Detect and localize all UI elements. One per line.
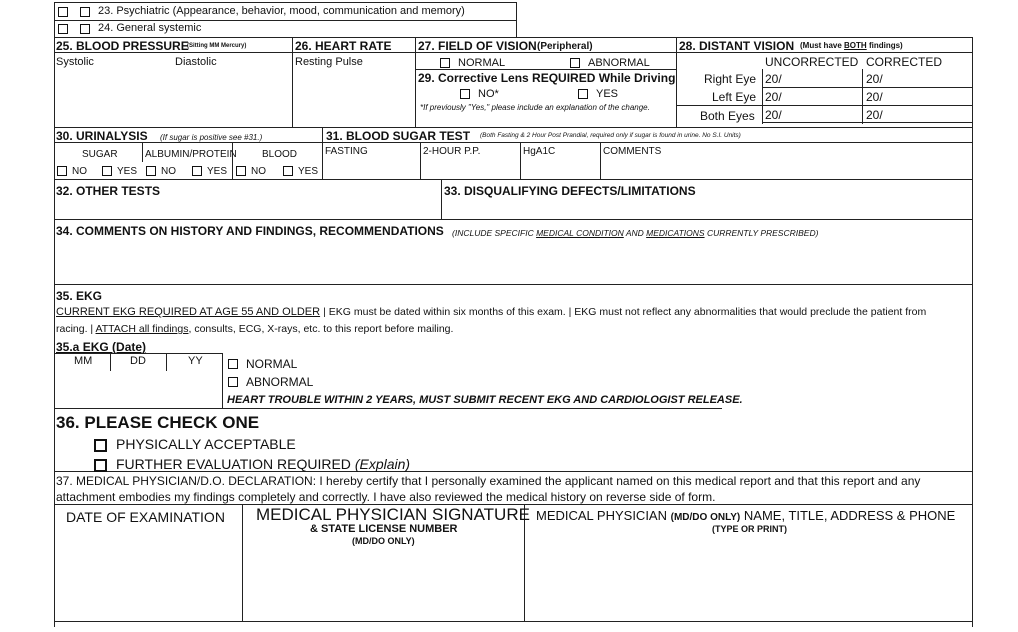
dv-left-uncorrected[interactable]: 20/ (765, 90, 782, 104)
ekg-normal-label: NORMAL (246, 357, 298, 371)
bst-fasting-label: FASTING (325, 146, 368, 157)
hr-title: 26. HEART RATE (295, 39, 392, 53)
further-evaluation-checkbox[interactable] (94, 459, 107, 472)
type-or-print-label: (TYPE OR PRINT) (712, 524, 788, 534)
ekg-yy-label: YY (188, 355, 203, 367)
albumin-yes-checkbox[interactable] (192, 166, 202, 176)
dv-corrected-header: CORRECTED (866, 55, 943, 69)
dv-both-uncorrected[interactable]: 20/ (765, 108, 782, 122)
blood-sugar-subtitle: (Both Fasting & 2 Hour Post Prandial, required only if sugar is found in urine. No S.I. Units) (480, 132, 741, 139)
fov-normal-label: NORMAL (458, 57, 506, 69)
urinalysis-title: 30. URINALYSIS (56, 129, 148, 143)
fov-subtitle: (Peripheral) (537, 41, 593, 52)
item24-checkbox-b[interactable] (80, 24, 90, 34)
blood-no-label: NO (251, 166, 266, 177)
physically-acceptable-checkbox[interactable] (94, 439, 107, 452)
bst-comments-label: COMMENTS (603, 146, 662, 157)
declaration-line1: 37. MEDICAL PHYSICIAN/D.O. DECLARATION: I hereby certify that I personally examined the applicant named on this medical report and that this report and any (56, 474, 921, 488)
item23-label: 23. Psychiatric (Appearance, behavior, mood, communication and memory) (98, 5, 465, 17)
license-label: & STATE LICENSE NUMBER (310, 523, 458, 535)
lens-note: *If previously "Yes," please include an explanation of the change. (420, 103, 650, 112)
dv-right-eye-label: Right Eye (704, 72, 757, 86)
urinalysis-sugar-label: SUGAR (82, 149, 118, 160)
disqualifying-title: 33. DISQUALIFYING DEFECTS/LIMITATIONS (444, 184, 696, 198)
signature-label: MEDICAL PHYSICIAN SIGNATURE (256, 505, 530, 524)
item24-label: 24. General systemic (98, 22, 202, 34)
bst-2hour-label: 2-HOUR P.P. (423, 146, 481, 157)
sugar-yes-label: YES (117, 166, 138, 177)
declaration-line2: attachment embodies my findings completely and correctly. I have also reviewed the medical history on reverse side of form. (56, 490, 716, 504)
albumin-yes-label: YES (207, 166, 228, 177)
physician-info-field[interactable] (528, 536, 968, 618)
item23-checkbox-a[interactable] (58, 7, 68, 17)
ekg-date-title: 35.a EKG (Date) (56, 340, 147, 354)
ekg-mm-label: MM (74, 355, 93, 367)
fov-abnormal-checkbox[interactable] (570, 58, 580, 68)
check-one-title: 36. PLEASE CHECK ONE (56, 413, 260, 432)
fov-abnormal-label: ABNORMAL (588, 57, 650, 69)
blood-yes-label: YES (298, 166, 319, 177)
item24-checkbox-a[interactable] (58, 24, 68, 34)
ekg-abnormal-label: ABNORMAL (246, 375, 314, 389)
ekg-dd-label: DD (130, 355, 146, 367)
dv-both-corrected[interactable]: 20/ (866, 108, 883, 122)
dv-title: 28. DISTANT VISION (679, 39, 795, 53)
signature-field[interactable] (246, 548, 520, 618)
ekg-abnormal-checkbox[interactable] (228, 377, 238, 387)
ekg-line1: CURRENT EKG REQUIRED AT AGE 55 AND OLDER | EKG must be dated within six months of this exam. | EKG must not reflect any abnormalities that would preclude the patient from (56, 306, 927, 318)
hr-resting-label: Resting Pulse (295, 56, 363, 68)
bst-hga1c-label: HgA1C (523, 146, 556, 157)
lens-yes-checkbox[interactable] (578, 89, 588, 99)
dv-right-uncorrected[interactable]: 20/ (765, 72, 782, 86)
dv-left-eye-label: Left Eye (712, 90, 757, 104)
urinalysis-blood-label: BLOOD (262, 149, 298, 160)
blood-no-checkbox[interactable] (236, 166, 246, 176)
sugar-no-checkbox[interactable] (57, 166, 67, 176)
urinalysis-subtitle: (If sugar is positive see #31.) (160, 133, 263, 142)
physically-acceptable-label: PHYSICALLY ACCEPTABLE (116, 436, 296, 452)
ekg-line2: racing. | ATTACH all findings, consults, ECG, X-rays, etc. to this report before mailing. (56, 323, 454, 335)
item23-checkbox-b[interactable] (80, 7, 90, 17)
signature-mddo-label: (MD/DO ONLY) (352, 536, 415, 546)
albumin-no-label: NO (161, 166, 176, 177)
other-tests-title: 32. OTHER TESTS (56, 184, 161, 198)
dv-left-corrected[interactable]: 20/ (866, 90, 883, 104)
bp-subtitle: (Sitting MM Mercury) (187, 43, 247, 49)
sugar-yes-checkbox[interactable] (102, 166, 112, 176)
sugar-no-label: NO (72, 166, 87, 177)
date-of-exam-field[interactable] (56, 530, 240, 618)
dv-both-eyes-label: Both Eyes (700, 109, 755, 123)
ekg-normal-checkbox[interactable] (228, 359, 238, 369)
bp-systolic-label: Systolic (56, 56, 94, 68)
dv-right-corrected[interactable]: 20/ (866, 72, 883, 86)
ekg-title: 35. EKG (56, 289, 103, 303)
lens-yes-label: YES (596, 88, 619, 100)
albumin-no-checkbox[interactable] (146, 166, 156, 176)
comments-title: 34. COMMENTS ON HISTORY AND FINDINGS, RECOMMENDATIONS (56, 224, 444, 238)
further-evaluation-label: FURTHER EVALUATION REQUIRED (Explain) (116, 456, 411, 472)
date-of-exam-label: DATE OF EXAMINATION (66, 509, 225, 525)
bp-title: 25. BLOOD PRESSURE (56, 39, 189, 53)
urinalysis-albumin-label: ALBUMIN/PROTEIN (145, 149, 237, 160)
bp-diastolic-label: Diastolic (175, 56, 217, 68)
ekg-warning: HEART TROUBLE WITHIN 2 YEARS, MUST SUBMIT RECENT EKG AND CARDIOLOGIST RELEASE. (227, 394, 743, 406)
lens-no-checkbox[interactable] (460, 89, 470, 99)
fov-normal-checkbox[interactable] (440, 58, 450, 68)
dv-subtitle: (Must have BOTH findings) (800, 41, 903, 50)
fov-title: 27. FIELD OF VISION (418, 39, 537, 53)
dv-uncorrected-header: UNCORRECTED (765, 55, 859, 69)
blood-sugar-title: 31. BLOOD SUGAR TEST (326, 129, 471, 143)
comments-subtitle: (INCLUDE SPECIFIC MEDICAL CONDITION AND MEDICATIONS CURRENTLY PRESCRIBED) (452, 228, 819, 238)
lens-title: 29. Corrective Lens REQUIRED While Driving (418, 71, 676, 85)
lens-no-label: NO* (478, 88, 499, 100)
physician-name-label: MEDICAL PHYSICIAN (MD/DO ONLY) NAME, TITLE, ADDRESS & PHONE (536, 508, 956, 523)
blood-yes-checkbox[interactable] (283, 166, 293, 176)
